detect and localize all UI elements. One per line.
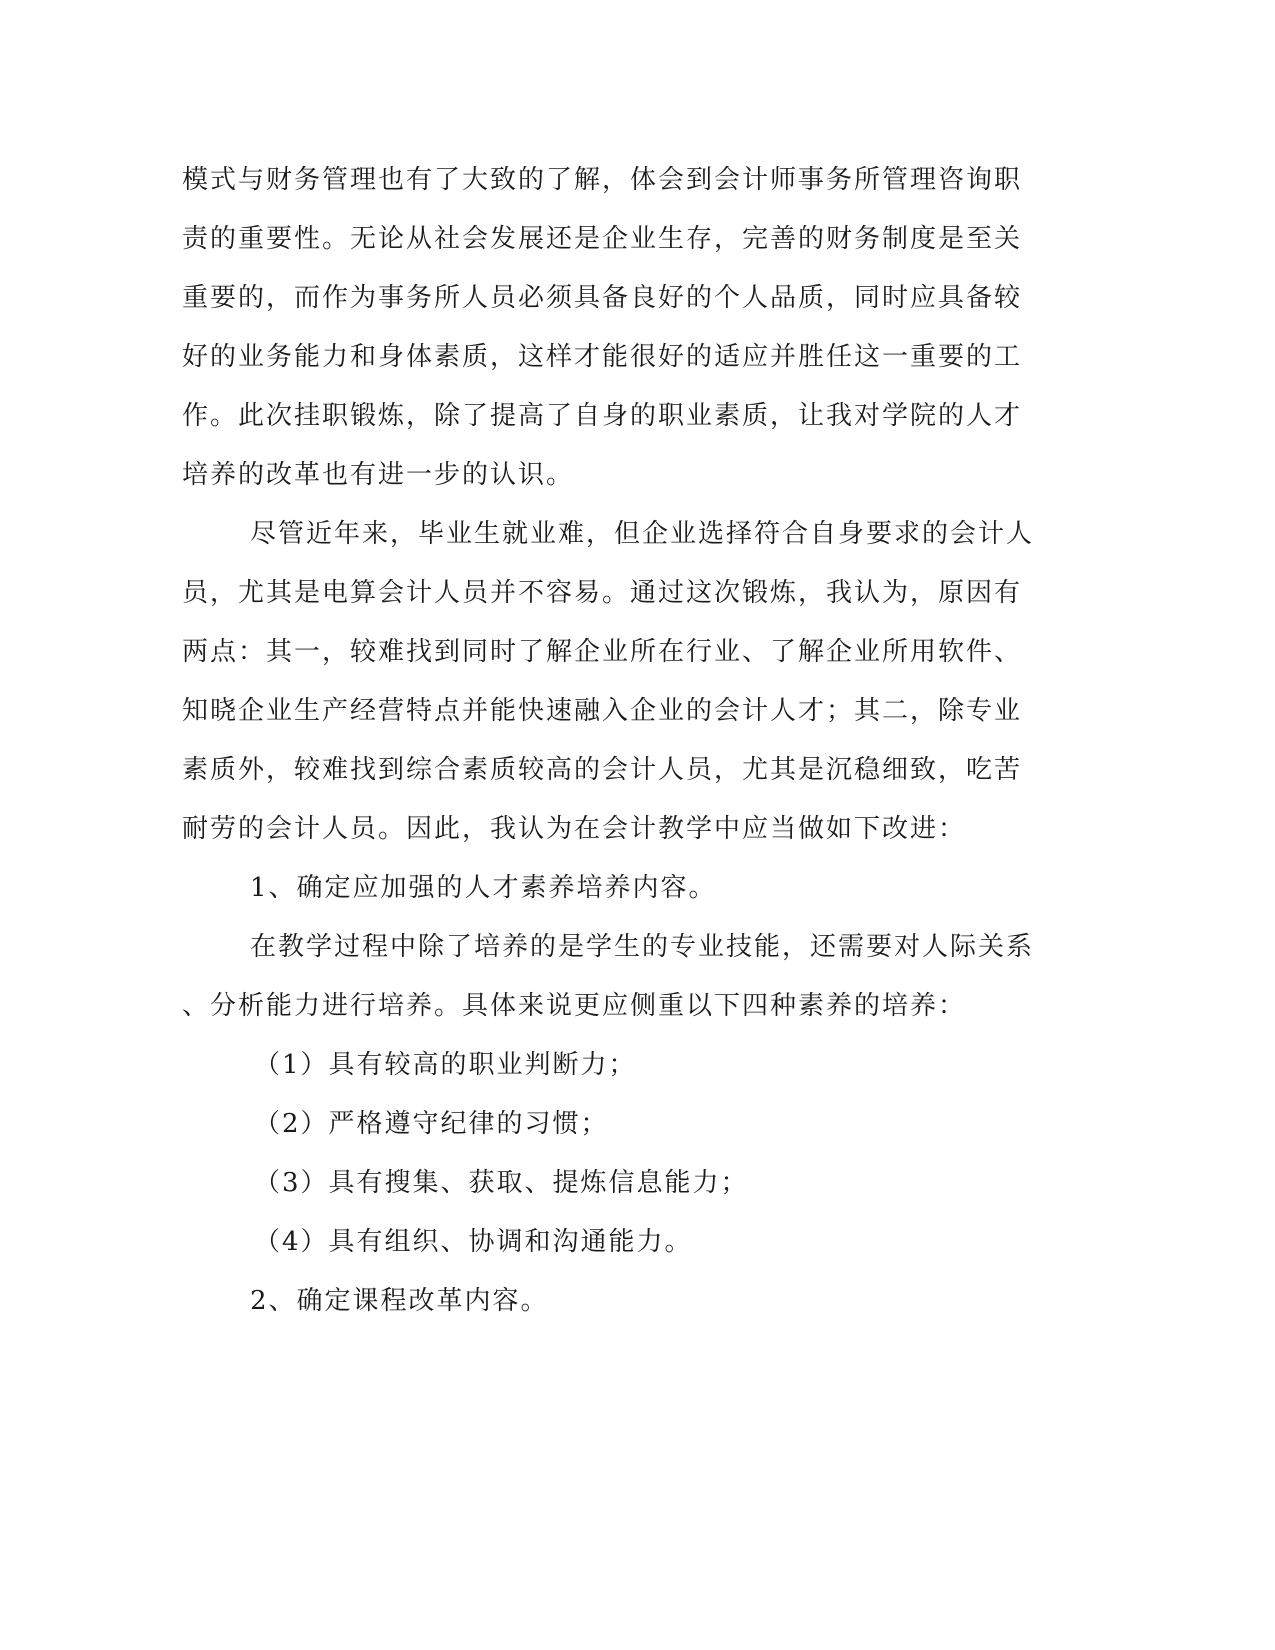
paragraph-line: 耐劳的会计人员。因此，我认为在会计教学中应当做如下改进： <box>182 814 967 844</box>
paragraph-line: 重要的，而作为事务所人员必须具备良好的个人品质，同时应具备较 <box>182 283 1023 313</box>
paragraph-line: 好的业务能力和身体素质，这样才能很好的适应并胜任这一重要的工 <box>182 342 1023 372</box>
section-heading: 1、确定应加强的人才素养培养内容。 <box>250 873 717 903</box>
list-item: （3）具有搜集、获取、提炼信息能力； <box>254 1168 749 1198</box>
paragraph-line: 模式与财务管理也有了大致的了解，体会到会计师事务所管理咨询职 <box>182 165 1023 195</box>
paragraph-line: 尽管近年来，毕业生就业难，但企业选择符合自身要求的会计人 <box>250 519 1035 549</box>
paragraph-line: 培养的改革也有进一步的认识。 <box>182 460 575 490</box>
paragraph-line: 员，尤其是电算会计人员并不容易。通过这次锻炼，我认为，原因有 <box>182 578 1023 608</box>
list-item: （2）严格遵守纪律的习惯； <box>254 1109 609 1139</box>
list-item: （1）具有较高的职业判断力； <box>254 1050 637 1080</box>
paragraph-line: 两点：其一，较难找到同时了解企业所在行业、了解企业所用软件、 <box>182 637 1023 667</box>
paragraph-line: 、分析能力进行培养。具体来说更应侧重以下四种素养的培养： <box>182 991 967 1021</box>
paragraph-line: 在教学过程中除了培养的是学生的专业技能，还需要对人际关系 <box>250 932 1035 962</box>
paragraph-line: 知晓企业生产经营特点并能快速融入企业的会计人才；其二，除专业 <box>182 696 1023 726</box>
paragraph-line: 责的重要性。无论从社会发展还是企业生存，完善的财务制度是至关 <box>182 224 1023 254</box>
paragraph-line: 作。此次挂职锻炼，除了提高了自身的职业素质，让我对学院的人才 <box>182 401 1023 431</box>
paragraph-line: 素质外，较难找到综合素质较高的会计人员，尤其是沉稳细致，吃苦 <box>182 755 1023 785</box>
list-item: （4）具有组织、协调和沟通能力。 <box>254 1227 693 1257</box>
section-heading: 2、确定课程改革内容。 <box>250 1286 549 1316</box>
